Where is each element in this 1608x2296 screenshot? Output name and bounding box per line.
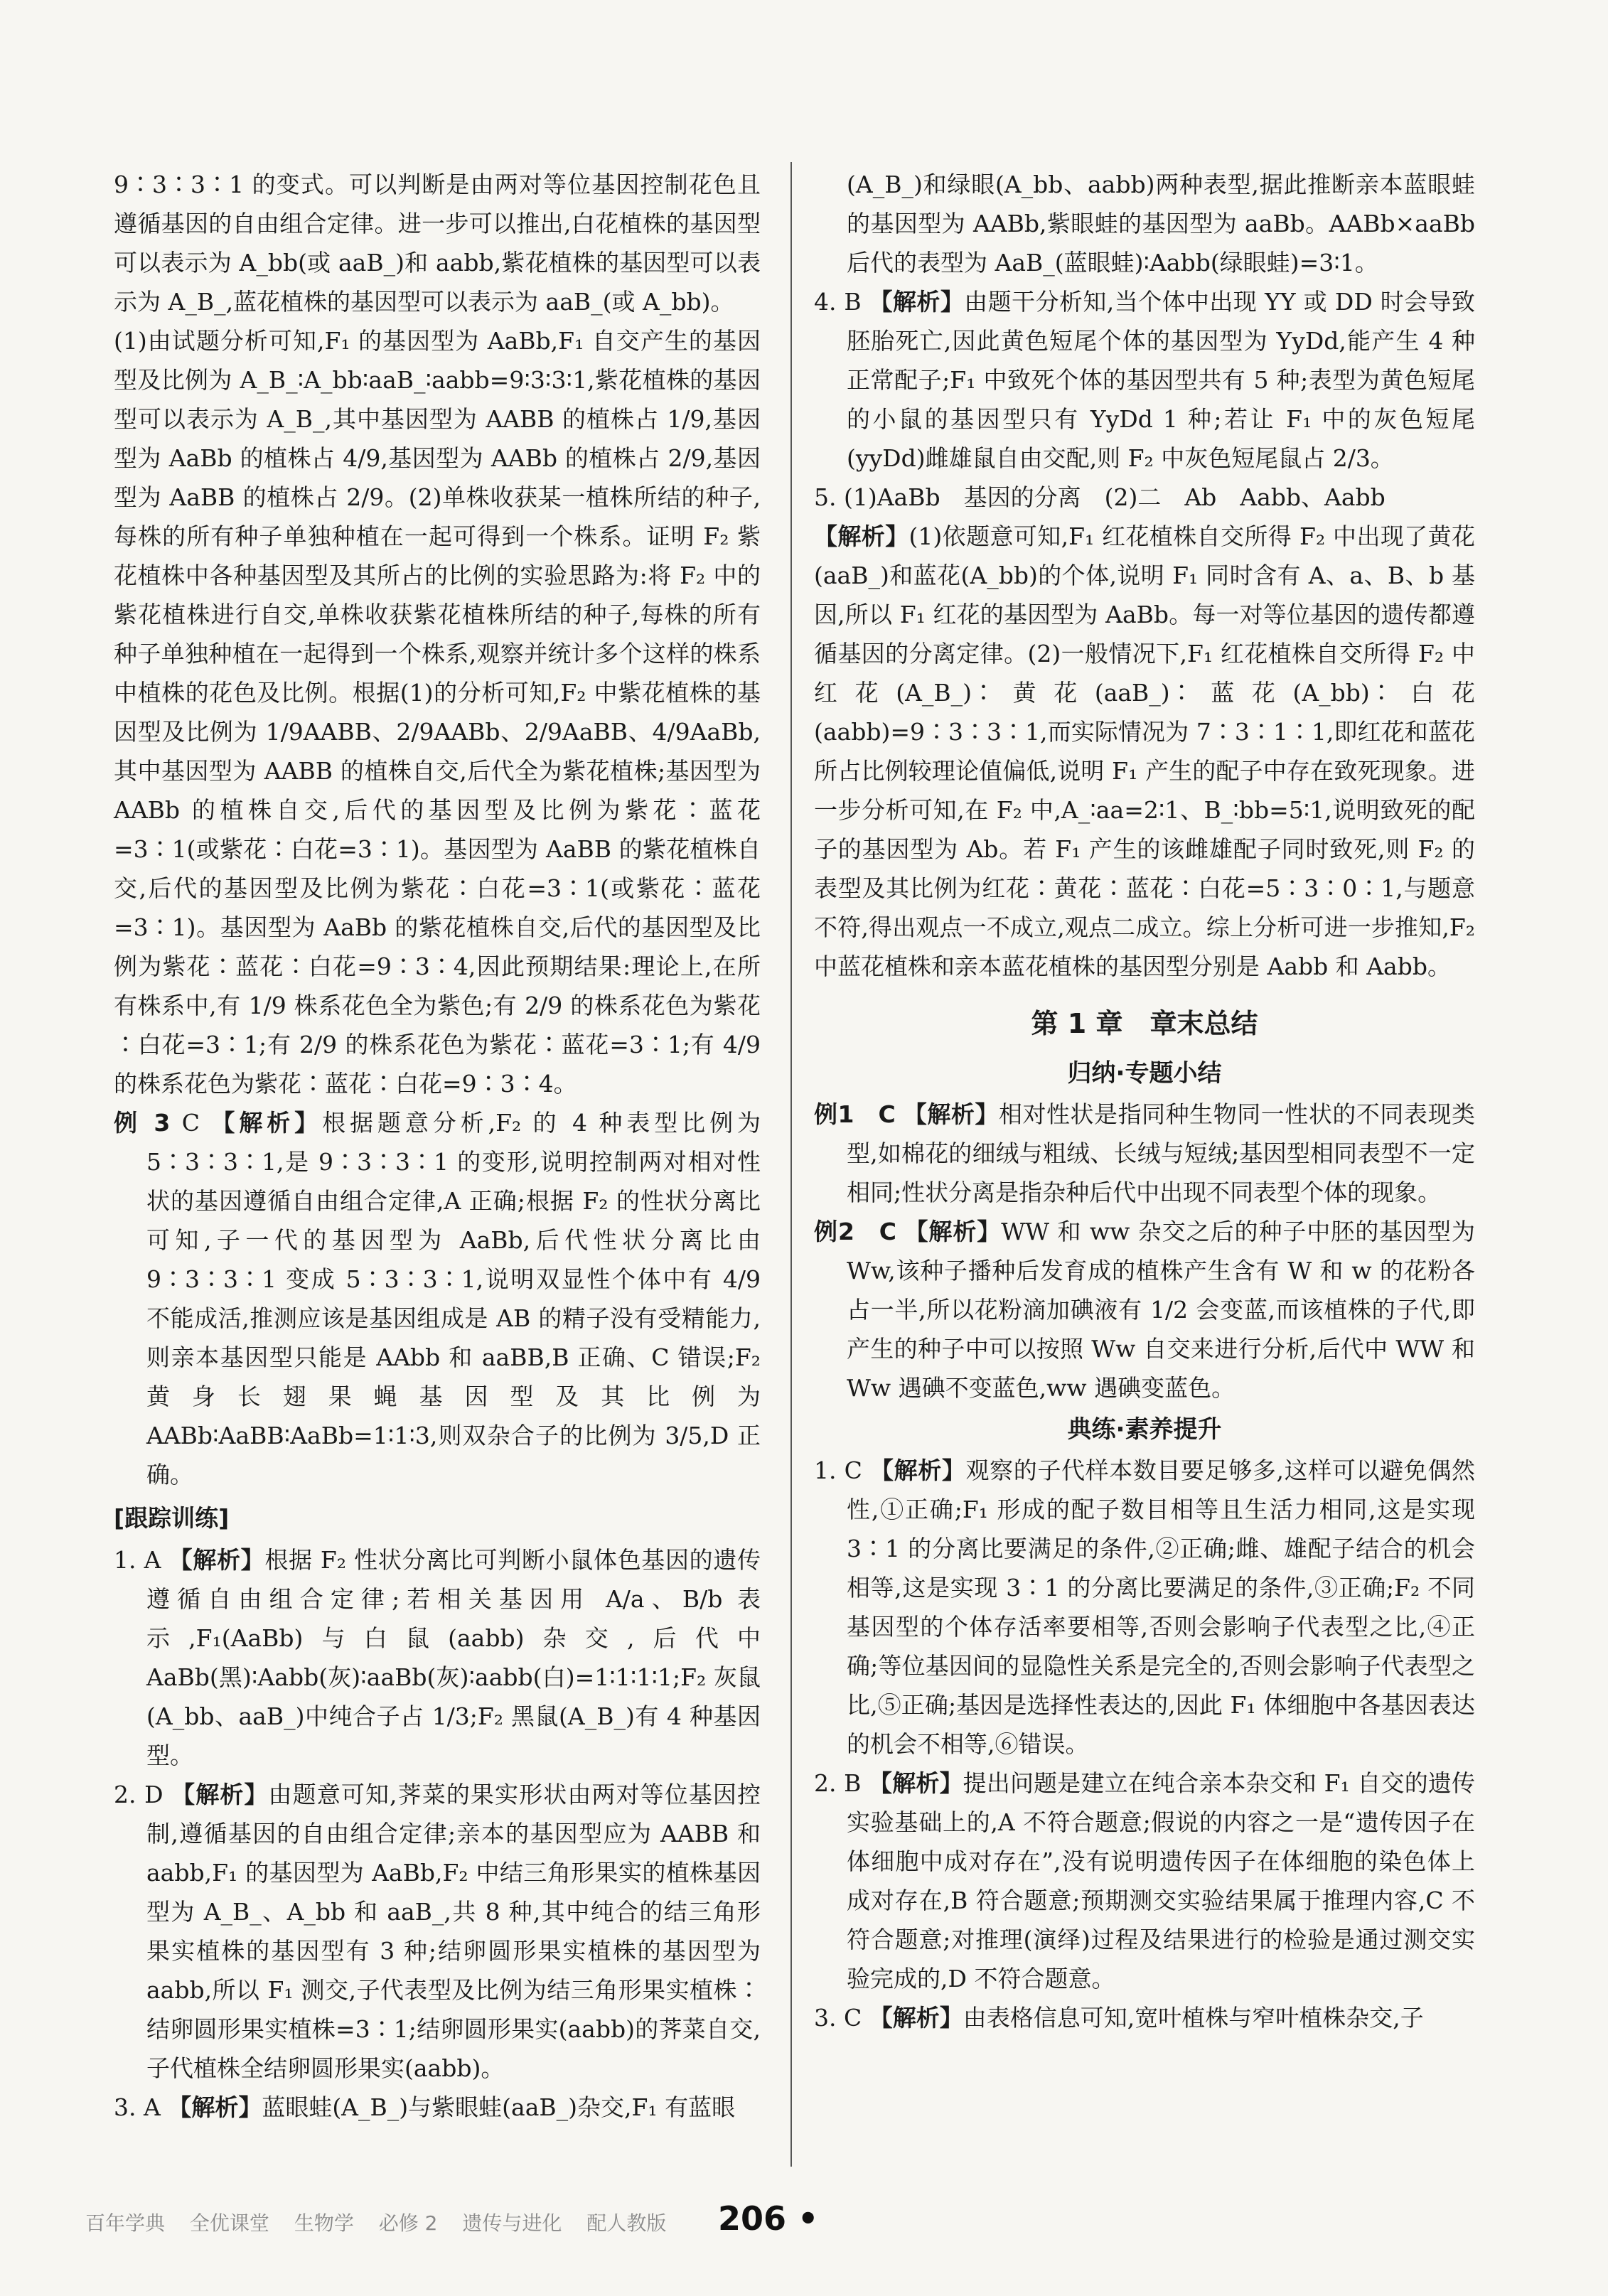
analysis-tag: 【解析】 xyxy=(168,1546,265,1574)
example-label: 例 3 xyxy=(114,1109,171,1137)
question-item xyxy=(814,1764,1475,1998)
analysis-text: 相对性状是指同种生物同一性状的不同表现类型,如棉花的细绒与粗绒、长绒与短绒;基因型相同表型不一定相同;性状分离是指杂种后代中出现不同表型个体的现象。 xyxy=(847,1100,1476,1206)
chapter-title: 第 1 章 章末总结 xyxy=(1031,1008,1258,1039)
question-number: 3. A xyxy=(114,2093,161,2121)
analysis-tag: 【解析】 xyxy=(869,288,965,316)
question-item xyxy=(114,2088,761,2127)
answer: C xyxy=(181,1109,200,1137)
question-number: 4. B xyxy=(814,288,862,316)
analysis-text: 由题干分析知,当个体中出现 YY 或 DD 时会导致胚胎死亡,因此黄色短尾个体的基因型为 YyDd,能产生 4 种正常配子;F₁ 中致死个体的基因型共有 5 种;表型为黄色短尾的小鼠的基因型只有 YyDd 1 种;若让 F₁ 中的灰色短尾(yyDd)雌雄鼠自由交配,则 F₂ 中灰色短尾鼠占 2/3。 xyxy=(847,288,1476,472)
analysis-text: 提出问题是建立在纯合亲本杂交和 F₁ 自交的遗传实验基础上的,A 不符合题意;假说的内容之一是“遗传因子在体细胞中成对存在”,没有说明遗传因子在体细胞的染色体上成对存在,B 符合题意;预期测交实验结果属于推理内容,C 不符合题意;对推理(演绎)过程及结果进行的检验是通过测交实验完成的,D 不符合题意。 xyxy=(847,1769,1476,1992)
question-number: 2. B xyxy=(814,1769,862,1797)
analysis-text: WW 和 ww 杂交之后的种子中胚的基因型为 Ww,该种子播种后发育成的植株产生含有 W 和 w 的花粉各占一半,所以花粉滴加碘液有 1/2 会变蓝,而该植株的子代,即产生的种子中可以按照 Ww 自交来进行分析,后代中 WW 和 Ww 遇碘不变蓝色,ww 遇碘变蓝色。 xyxy=(847,1218,1475,1402)
footer-item: 全优课堂 xyxy=(189,2211,269,2235)
example-number: 例1 C xyxy=(814,1100,896,1128)
question-number: 2. D xyxy=(114,1781,164,1808)
section-heading: [跟踪训练] xyxy=(114,1504,230,1532)
right-column xyxy=(814,165,1475,2037)
subsection-title: 归纳·专题小结 xyxy=(1067,1059,1222,1088)
question-number: 1. A xyxy=(114,1546,161,1574)
example-3 xyxy=(114,1103,761,1494)
footer-item: 必修 2 xyxy=(378,2211,438,2235)
left-column xyxy=(114,165,761,2127)
example-item xyxy=(814,1212,1475,1407)
example-item xyxy=(814,1095,1475,1212)
analysis-tag: 【解析】 xyxy=(869,1769,963,1797)
paragraph: 9∶3∶3∶1 的变式。可以判断是由两对等位基因控制花色且遵循基因的自由组合定律。进一步可以推出,白花植株的基因型可以表示为 A_bb(或 aaB_)和 aabb,紫花植株的基因型可以表示为 A_B_,蓝花植株的基因型可以表示为 aaB_(或 A_bb)。 xyxy=(114,171,761,316)
analysis xyxy=(814,517,1475,986)
question-number: 1. C xyxy=(814,1457,862,1484)
footer-item: 配人教版 xyxy=(586,2211,667,2235)
analysis-tag: 【解析】 xyxy=(869,1457,966,1484)
answer-line: 5. (1)AaBb 基因的分离 (2)二 Ab Aabb、Aabb xyxy=(814,483,1385,511)
analysis-tag: 【解析】 xyxy=(168,2093,262,2121)
analysis-tag: 【解析】 xyxy=(869,2004,963,2032)
subsection-title: 典练·素养提升 xyxy=(1067,1415,1222,1444)
paragraph: (A_B_)和绿眼(A_bb、aabb)两种表型,据此推断亲本蓝眼蛙的基因型为 AABb,紫眼蛙的基因型为 aaBb。AABb×aaBb 后代的表型为 AaB_(蓝眼蛙)∶Aabb(绿眼蛙)=3∶1。 xyxy=(847,171,1475,277)
analysis-tag: 【解析】 xyxy=(814,522,909,550)
question-item xyxy=(114,1540,761,1775)
question-item xyxy=(814,282,1475,478)
analysis-text: 根据 F₂ 性状分离比可判断小鼠体色基因的遗传遵循自由组合定律;若相关基因用 A/a、B/b 表示,F₁(AaBb)与白鼠(aabb)杂交,后代中 AaBb(黑)∶Aabb(灰)∶aaBb(灰)∶aabb(白)=1∶1∶1∶1;F₂ 灰鼠(A_bb、aaB_)中纯合子占 1/3;F₂ 黑鼠(A_B_)有 4 种基因型。 xyxy=(146,1546,761,1769)
question-item xyxy=(114,1775,761,2088)
analysis-text: 蓝眼蛙(A_B_)与紫眼蛙(aaB_)杂交,F₁ 有蓝眼 xyxy=(262,2093,736,2121)
footer-item: 遗传与进化 xyxy=(462,2211,562,2235)
analysis-tag: 【解析】 xyxy=(171,1781,269,1808)
example-number: 例2 C xyxy=(814,1218,896,1245)
analysis-text: 由题意可知,荠菜的果实形状由两对等位基因控制,遵循基因的自由组合定律;亲本的基因型应为 AABB 和 aabb,F₁ 的基因型为 AaBb,F₂ 中结三角形果实的植株基因型为 A_B_、A_bb 和 aaB_,共 8 种,其中纯合的结三角形果实植株的基因型有 3 种;结卵圆形果实植株的基因型为 aabb,所以 F₁ 测交,子代表型及比例为结三角形果实植株∶结卵圆形果实植株=3∶1;结卵圆形果实(aabb)的荠菜自交,子代植株全结卵圆形果实(aabb)。 xyxy=(146,1781,761,2082)
question-number: 3. C xyxy=(814,2004,862,2032)
analysis-tag: 【解析】 xyxy=(904,1218,1002,1245)
column-divider xyxy=(790,162,792,2167)
footer-item: 百年学典 xyxy=(85,2211,166,2235)
analysis-tag: 【解析】 xyxy=(211,1109,323,1137)
bullet-dot: • xyxy=(798,2199,819,2238)
analysis-tag: 【解析】 xyxy=(903,1100,999,1128)
paragraph: (1)由试题分析可知,F₁ 的基因型为 AaBb,F₁ 自交产生的基因型及比例为 A_B_∶A_bb∶aaB_∶aabb=9∶3∶3∶1,紫花植株的基因型可以表示为 A_B_,其中基因型为 AABB 的植株占 1/9,基因型为 AaBb 的植株占 4/9,基因型为 AABb 的植株占 2/9,基因型为 AaBB 的植株占 2/9。(2)单株收获某一植株所结的种子,每株的所有种子单独种植在一起可得到一个株系。证明 F₂ 紫花植株中各种基因型及其所占的比例的实验思路为:将 F₂ 中的紫花植株进行自交,单株收获紫花植株所结的种子,每株的所有种子单独种植在一起得到一个株系,观察并统计多个这样的株系中植株的花色及比例。根据(1)的分析可知,F₂ 中紫花植株的基因型及比例为 1/9AABB、2/9AABb、2/9AaBB、4/9AaBb,其中基因型为 AABB 的植株自交,后代全为紫花植株;基因型为 AABb 的植株自交,后代的基因型及比例为紫花∶蓝花=3∶1(或紫花∶白花=3∶1)。基因型为 AaBB 的紫花植株自交,后代的基因型及比例为紫花∶白花=3∶1(或紫花∶蓝花=3∶1)。基因型为 AaBb 的紫花植株自交,后代的基因型及比例为紫花∶蓝花∶白花=9∶3∶4,因此预期结果:理论上,在所有株系中,有 1/9 株系花色全为紫色;有 2/9 的株系花色为紫花∶白花=3∶1;有 2/9 的株系花色为紫花∶蓝花=3∶1;有 4/9 的株系花色为紫花∶蓝花∶白花=9∶3∶4。 xyxy=(114,327,761,1098)
question-item xyxy=(814,1998,1475,2037)
question-item xyxy=(814,1451,1475,1764)
page-number: 206 • xyxy=(718,2199,819,2238)
analysis-text: (1)依题意可知,F₁ 红花植株自交所得 F₂ 中出现了黄花(aaB_)和蓝花(A_bb)的个体,说明 F₁ 同时含有 A、a、B、b 基因,所以 F₁ 红花的基因型为 AaBb。每一对等位基因的遗传都遵循基因的分离定律。(2)一般情况下,F₁ 红花植株自交所得 F₂ 中红花(A_B_)∶黄花(aaB_)∶蓝花(A_bb)∶白花(aabb)=9∶3∶3∶1,而实际情况为 7∶3∶1∶1,即红花和蓝花所占比例较理论值偏低,说明 F₁ 产生的配子中存在致死现象。进一步分析可知,在 F₂ 中,A_∶aa=2∶1、B_∶bb=5∶1,说明致死的配子的基因型为 Ab。若 F₁ 产生的该雌雄配子同时致死,则 F₂ 的表型及其比例为红花∶黄花∶蓝花∶白花=5∶3∶0∶1,与题意不符,得出观点一不成立,观点二成立。综上分析可进一步推知,F₂ 中蓝花植株和亲本蓝花植株的基因型分别是 Aabb 和 Aabb。 xyxy=(814,522,1475,980)
analysis-text: 由表格信息可知,宽叶植株与窄叶植株杂交,子 xyxy=(963,2004,1424,2032)
analysis-text: 观察的子代样本数目要足够多,这样可以避免偶然性,①正确;F₁ 形成的配子数目相等且生活力相同,这是实现 3∶1 的分离比要满足的条件,②正确;雌、雄配子结合的机会相等,这是实现 3∶1 的分离比要满足的条件,③正确;F₂ 不同基因型的个体存活率要相等,否则会影响子代表型之比,④正确;等位基因间的显隐性关系是完全的,否则会影响子代表型之比,⑤正确;基因是选择性表达的,因此 F₁ 体细胞中各基因表达的机会不相等,⑥错误。 xyxy=(847,1457,1475,1758)
analysis-text: 根据题意分析,F₂ 的 4 种表型比例为 5∶3∶3∶1,是 9∶3∶3∶1 的变形,说明控制两对相对性状的基因遵循自由组合定律,A 正确;根据 F₂ 的性状分离比可知,子一代的基因型为 AaBb,后代性状分离比由 9∶3∶3∶1 变成 5∶3∶3∶1,说明双显性个体中有 4/9 不能成活,推测应该是基因组成是 AB 的精子没有受精能力,则亲本基因型只能是 AAbb 和 aaBB,B 正确、C 错误;F₂ 黄身长翅果蝇基因型及其比例为 AABb∶AaBB∶AaBb=1∶1∶3,则双杂合子的比例为 3/5,D 正确。 xyxy=(146,1109,761,1488)
footer-item: 生物学 xyxy=(294,2211,354,2235)
